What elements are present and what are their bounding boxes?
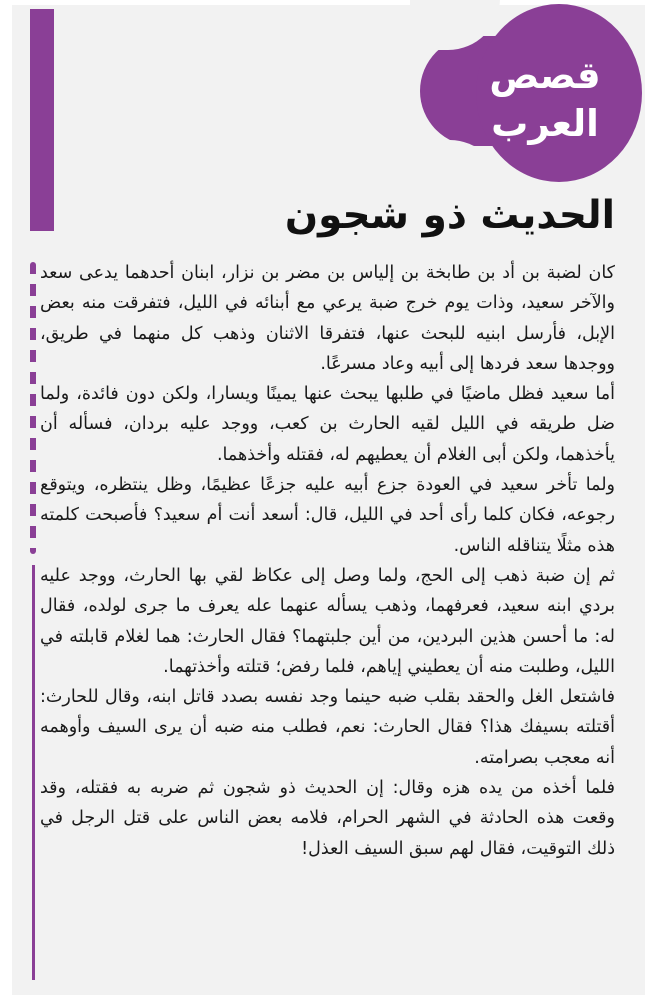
accent-side-line [32, 565, 35, 980]
accent-bar [30, 9, 54, 231]
paragraph: ولما تأخر سعيد في العودة جزع أبيه عليه جزعًا عظيمًا، وظل ينتظره، ويتوقع رجوعه، فكان كلما رأى أحد في الليل، قال: أسعد أنت أم سعيد؟ فأصبحت كلمته هذه مثلًا يتناقله الناس. [40, 475, 615, 556]
badge-line-1: قصص [489, 54, 601, 97]
article-title: الحديث ذو شجون [284, 193, 615, 238]
badge-line-2: العرب [491, 102, 599, 145]
paragraph: ثم إن ضبة ذهب إلى الحج، ولما وصل إلى عكاظ لقي بها الحارث، ووجد عليه بردي ابنه سعيد، فعرفهما، وذهب يسأله عنهما عله يعرف ما جرى لولده، فقال له: ما أحسن هذين البردين، من أين جلبتهما؟ فقال الحارث: هما لغلام قابلته في الليل، وطلبت منه أن يعطيني إياهم، فلما رفض؛ قتلته وأخذتهما. [40, 565, 615, 677]
article-body [40, 258, 615, 864]
dashed-accent-line [30, 262, 36, 554]
paragraph: كان لضبة بن أد بن طابخة بن إلياس بن مضر بن نزار، ابنان أحدهما يدعى سعد والآخر سعيد، وذات يوم خرج ضبة يرعي مع أبنائه في الليل، فتفرقت منه بعض الإبل، فأرسل ابنيه للبحث عنها، فتفرقا الاثنان وذهب كل منهما في طريق، ووجدها سعد فردها إلى أبيه وعاد مسرعًا. [40, 263, 615, 374]
paragraph: أما سعيد فظل ماضيًا في طلبها يبحث عنها يمينًا ويسارا، ولكن دون فائدة، ولما ضل طريقه في الليل لقيه الحارث بن كعب، ووجد عليه بردان، فسأله أن يأخذهما، ولكن أبى الغلام أن يعطيهم له، فقتله وأخذهما. [40, 384, 615, 465]
paragraph: فاشتعل الغل والحقد بقلب ضبه حينما وجد نفسه بصدد قاتل ابنه، وقال للحارث: أقتلته بسيفك هذا؟ فقال الحارث: نعم، فطلب منه ضبه أن يرى السيف وأوهمه أنه معجب بصرامته. [40, 687, 615, 768]
section-badge-label [470, 52, 620, 148]
paragraph: فلما أخذه من يده هزه وقال: إن الحديث ذو شجون ثم ضربه به فقتله، وقد وقعت هذه الحادثة في الشهر الحرام، فلامه بعض الناس على قتل الرجل في ذلك التوقيت، فقال لهم سبق السيف العذل! [40, 778, 615, 859]
